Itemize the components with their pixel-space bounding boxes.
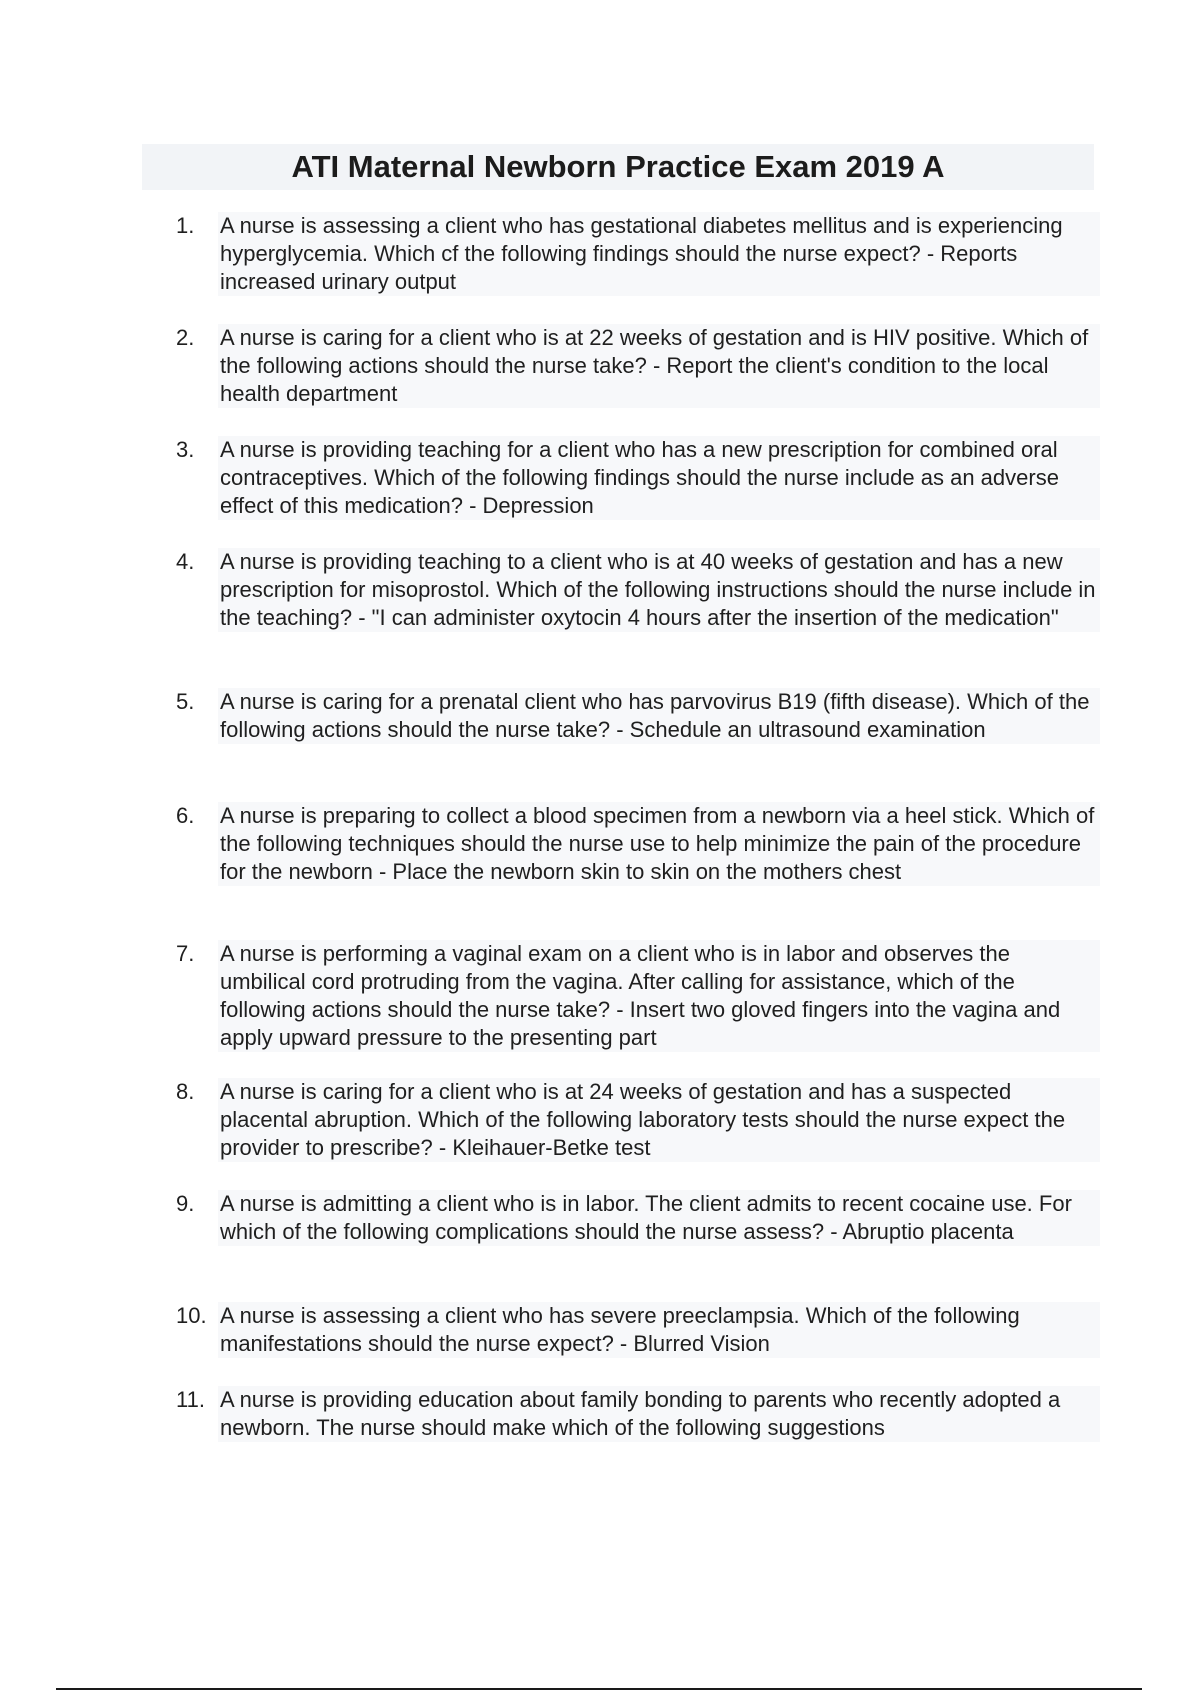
question-text: A nurse is caring for a prenatal client who has parvovirus B19 (fifth disease). Which of the following actions should the nurse take? - Schedule an ultrasound examination: [218, 688, 1100, 744]
question-item-10: [176, 1302, 1100, 1358]
question-text: A nurse is preparing to collect a blood specimen from a newborn via a heel stick. Which of the following techniques should the nurse use to help minimize the pain of the procedure for the newborn - Place the newborn skin to skin on the mothers chest: [218, 802, 1100, 886]
question-text: A nurse is performing a vaginal exam on a client who is in labor and observes the umbilical cord protruding from the vagina. After calling for assistance, which of the following actions should the nurse take? - Insert two gloved fingers into the vagina and apply upward pressure to the presenting part: [218, 940, 1100, 1052]
question-text: A nurse is admitting a client who is in labor. The client admits to recent cocaine use. For which of the following complications should the nurse assess? - Abruptio placenta: [218, 1190, 1100, 1246]
question-text: A nurse is assessing a client who has gestational diabetes mellitus and is experiencing hyperglycemia. Which cf the following findings should the nurse expect? - Reports increased urinary output: [218, 212, 1100, 296]
question-number: 5.: [176, 689, 195, 714]
question-text: A nurse is providing teaching to a client who is at 40 weeks of gestation and has a new prescription for misoprostol. Which of the following instructions should the nurse include in the teaching? - "I can administer oxytocin 4 hours after the insertion of the medication": [218, 548, 1100, 632]
question-number: 1.: [176, 213, 195, 238]
question-item-9: [176, 1190, 1100, 1246]
question-item-4: [176, 548, 1100, 632]
question-number: 4.: [176, 549, 195, 574]
question-number: 11.: [176, 1387, 205, 1412]
question-item-6: [176, 802, 1100, 886]
question-text: A nurse is assessing a client who has severe preeclampsia. Which of the following manifestations should the nurse expect? - Blurred Vision: [218, 1302, 1100, 1358]
title-band: [142, 144, 1094, 190]
question-number: 8.: [176, 1079, 195, 1104]
document-title: ATI Maternal Newborn Practice Exam 2019 A: [291, 149, 945, 184]
question-item-7: [176, 940, 1100, 1052]
question-item-5: [176, 688, 1100, 744]
question-text: A nurse is caring for a client who is at 24 weeks of gestation and has a suspected placental abruption. Which of the following laboratory tests should the nurse expect the provider to prescribe? - Kleihauer-Betke test: [218, 1078, 1100, 1162]
footer-divider: [56, 1688, 1142, 1690]
question-item-11: [176, 1386, 1100, 1442]
question-number: 10.: [176, 1303, 207, 1328]
question-item-2: [176, 324, 1100, 408]
question-number: 6.: [176, 803, 195, 828]
question-text: A nurse is caring for a client who is at 22 weeks of gestation and is HIV positive. Which of the following actions should the nurse take? - Report the client's condition to the local health department: [218, 324, 1100, 408]
question-number: 2.: [176, 325, 195, 350]
question-number: 7.: [176, 941, 195, 966]
question-number: 9.: [176, 1191, 195, 1216]
question-item-3: [176, 436, 1100, 520]
question-item-1: [176, 212, 1100, 296]
question-text: A nurse is providing education about family bonding to parents who recently adopted a newborn. The nurse should make which of the following suggestions: [218, 1386, 1100, 1442]
question-number: 3.: [176, 437, 195, 462]
question-item-8: [176, 1078, 1100, 1162]
question-text: A nurse is providing teaching for a client who has a new prescription for combined oral contraceptives. Which of the following findings should the nurse include as an adverse effect of this medication? - Depression: [218, 436, 1100, 520]
